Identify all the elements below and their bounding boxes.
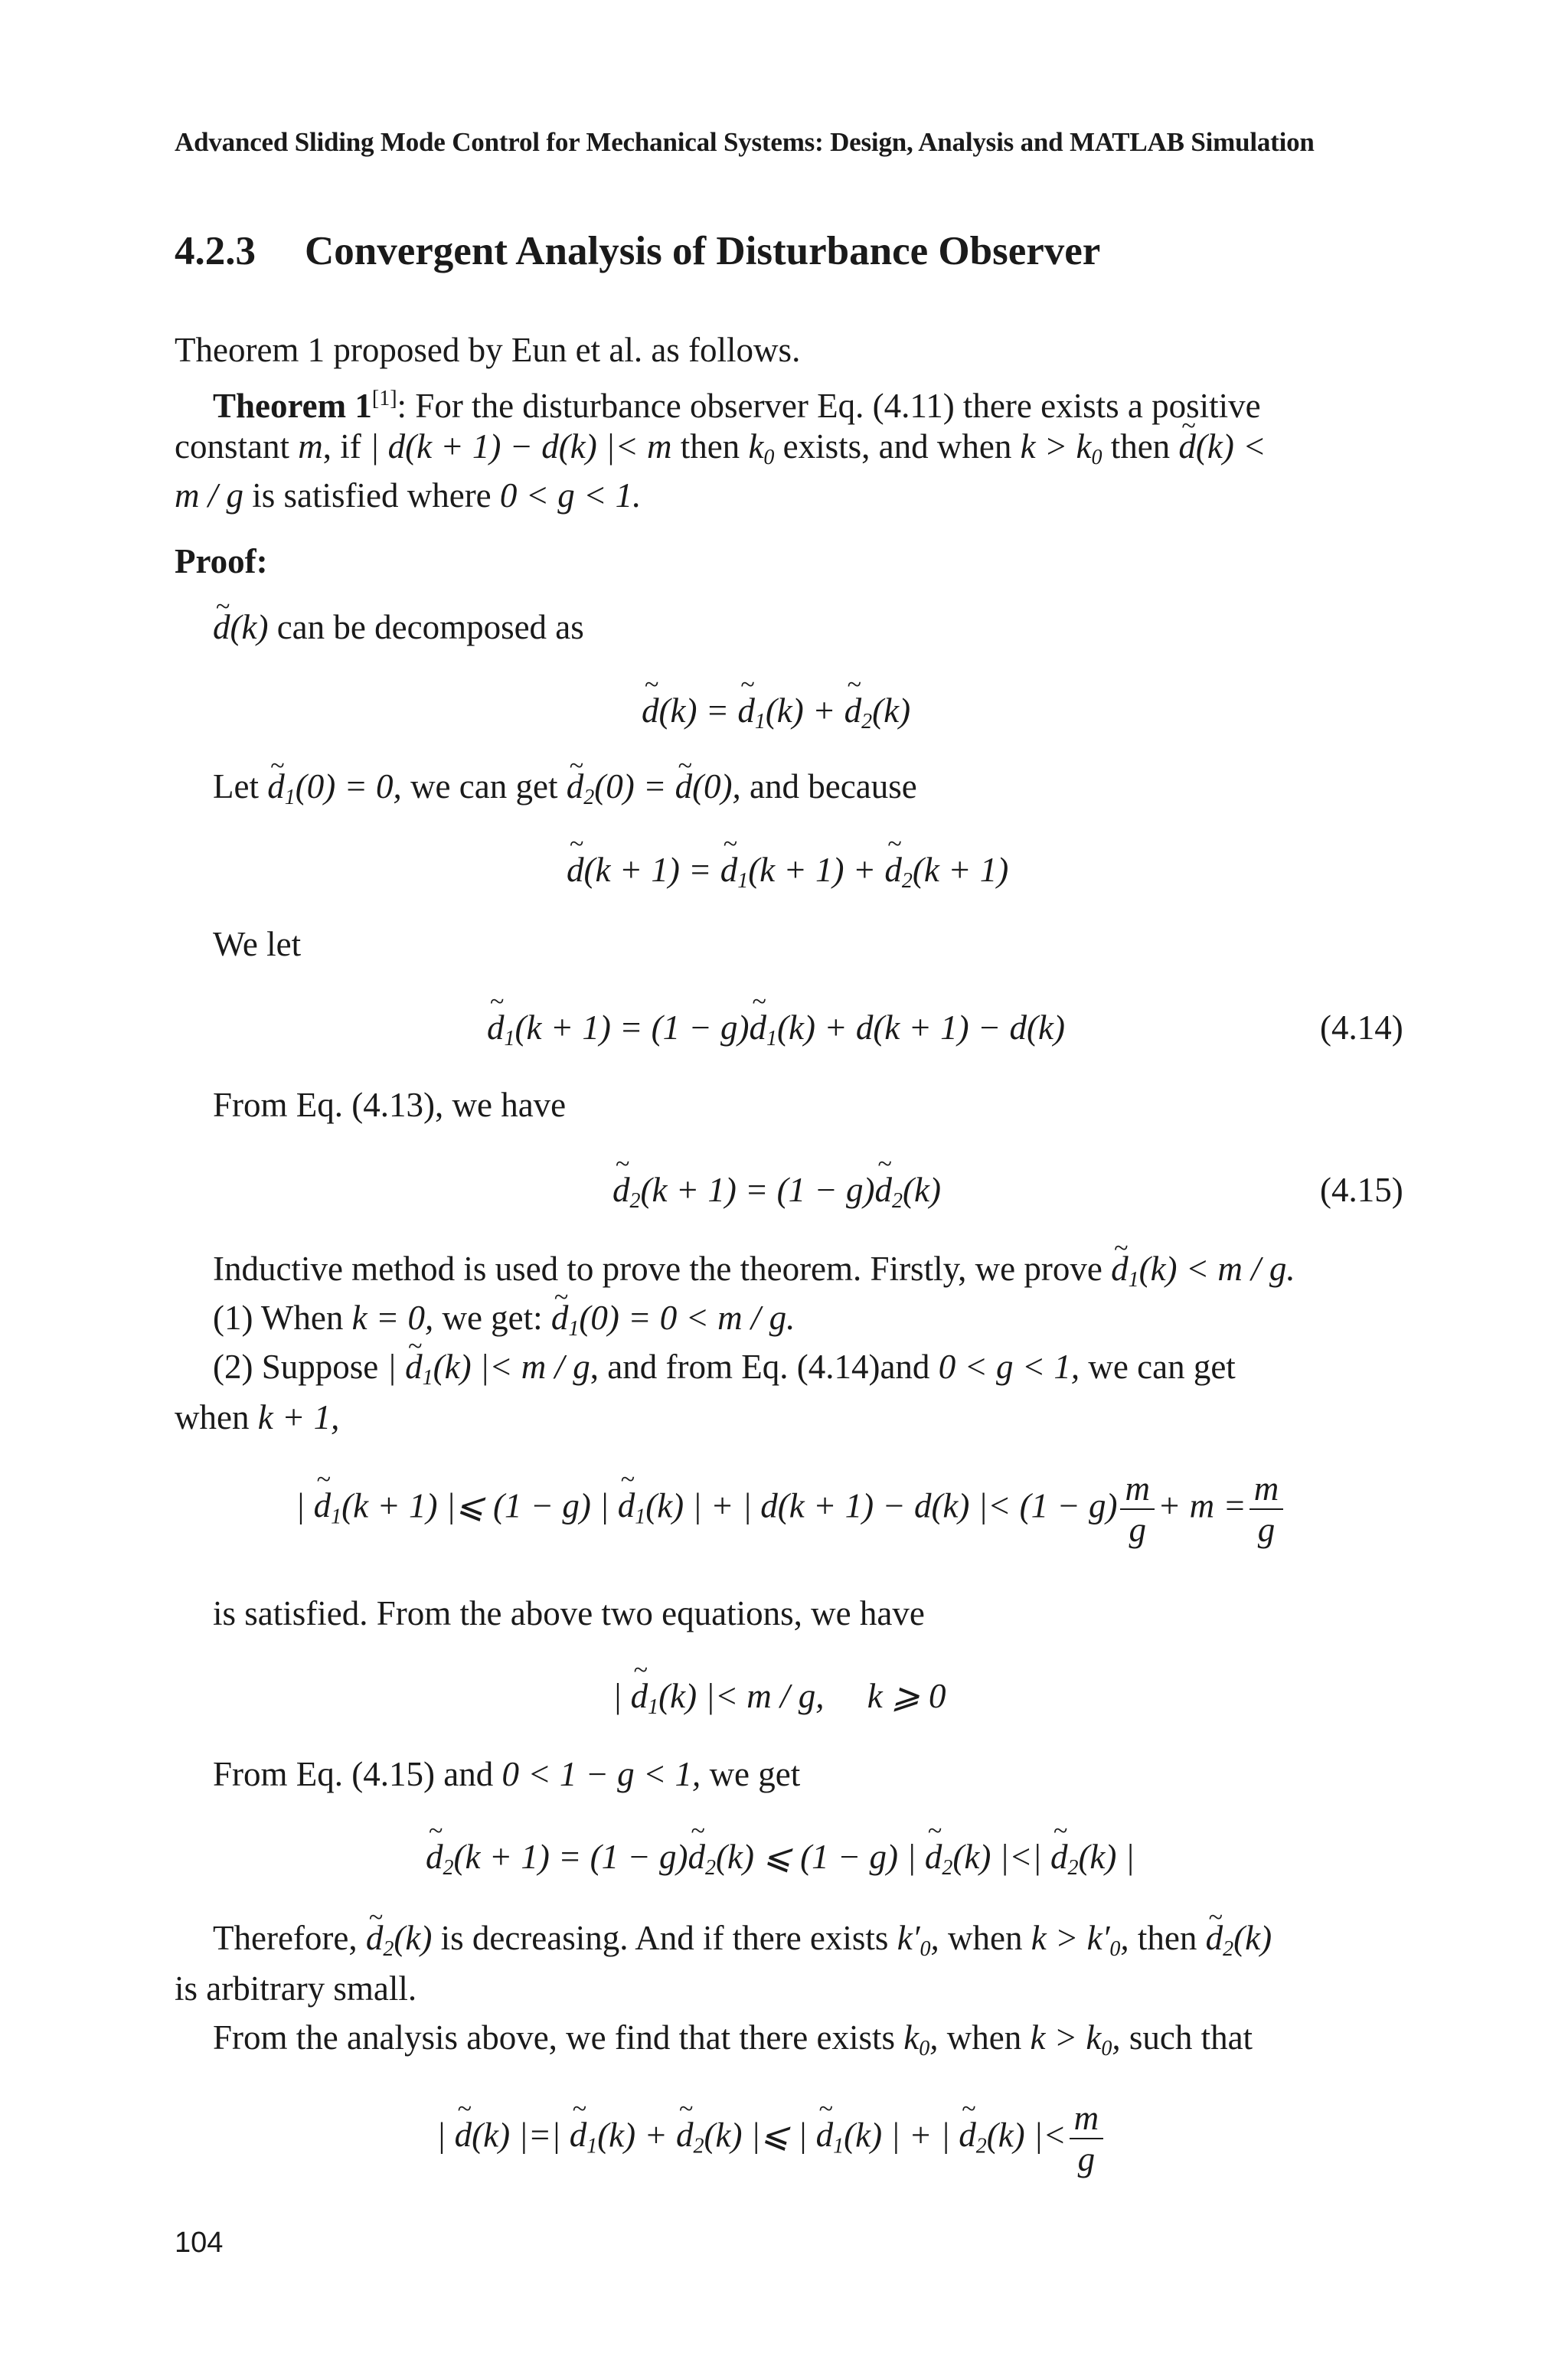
page-number: 104 [175, 2227, 224, 2259]
proof-line-let: Let ~ $d_1(0) = 0$, we can get ~ $d_2(0)$ = ~ d(0), and because [213, 761, 917, 823]
inductive-line: Inductive method is used to prove the theorem. Firstly, we prove ~ $d_1(k) < m / g$. [213, 1243, 1295, 1306]
equation-d1-bound: | ~ $d_1(k)$ |< m / g, k ⩾ 0 [612, 1675, 946, 1720]
theorem-label: Theorem 1 [213, 387, 372, 425]
theorem-line-2: constant m, if | d(k + 1) − d(k) |< m then $k_0$ exists, and when $k > k_0$ then ~ d(k) < [175, 421, 1412, 483]
equation-final: | ~ d(k) |=| ~ $d_1(k)$ + ~ $d_2(k)$ |⩽ | ~ $d_1(k)$ | + | ~ $d_2(k)$ |< $\frac{m}{g}$ [436, 2098, 1106, 2179]
we-let: We let [213, 925, 302, 963]
theorem-citation: [1] [371, 387, 397, 410]
equation-number-4-14: (4.14) [1320, 1008, 1403, 1047]
therefore-line: Therefore, ~ $d_2(k)$ is decreasing. And if there exists $k'_0$, when $k > k'_0$, then ~ $d_2(k)$ [213, 1913, 1272, 1975]
from-415: From Eq. (4.15) and 0 < 1 − g < 1, we get [213, 1755, 801, 1793]
case-1: (1) When k = 0, we get: ~ $d_1(0) = 0 < m / g$. [213, 1292, 795, 1355]
section-number: 4.2.3 [175, 229, 256, 273]
equation-4-14: ~ $d_1(k + 1) = (1$ − g)~ $d_1(k) + d(k + 1) - d(k)$ [487, 1008, 1065, 1051]
intro-paragraph: Theorem 1 proposed by Eun et al. as follows. [175, 331, 801, 369]
theorem-text-1: : For the disturbance observer Eq. (4.11) there exists a positive [397, 387, 1261, 425]
proof-label: Proof: [175, 542, 268, 580]
arbitrary-small: is arbitrary small. [175, 1969, 417, 2008]
running-head: Advanced Sliding Mode Control for Mechanical Systems: Design, Analysis and MATLAB Simulation [175, 127, 1315, 157]
is-satisfied: is satisfied. From the above two equations, we have [213, 1594, 925, 1632]
equation-sum-next: ~ d(k + 1) = ~ $d_1(k + 1)$ + ~ $d_2(k + 1)$ [567, 850, 1008, 894]
theorem-line-3: m / g is satisfied where 0 < g < 1. [175, 476, 642, 515]
case-2-cont: when k + 1, [175, 1398, 340, 1436]
equation-d2-decreasing: ~ $d_2(k + 1) = (1$ − g)~ $d_2(k)$ ⩽ (1 − g) | ~ $d_2(k)$ |<| ~ $d_2(k)$ | [426, 1836, 1135, 1881]
equation-bound: | ~ $d_1(k + 1)$ |⩽ (1 − g) | ~ $d_1(k)$ | + | d(k + 1) − d(k) |< (1 − g) $\frac{m}{g}$ + m = $\frac{m}{g}$ [296, 1469, 1286, 1550]
equation-number-4-15: (4.15) [1320, 1171, 1403, 1209]
section-title [175, 228, 1100, 274]
section-title-text: Convergent Analysis of Disturbance Observer [305, 229, 1101, 273]
from-analysis: From the analysis above, we find that there exists $k_0$, when $k > k_0$, such that [213, 2018, 1253, 2060]
case-2: (2) Suppose | ~ $d_1(k)$ |< m / g, and from Eq. (4.14)and 0 < g < 1, we can get [213, 1341, 1236, 1404]
proof-line-1: ~ d(k) can be decomposed as [213, 602, 584, 652]
equation-decomposition: ~ d(k) = ~ $d_1(k)$ + ~ $d_2(k)$ [642, 691, 910, 734]
equation-4-15: ~ $d_2(k + 1) = (1$ − g)~ $d_2(k)$ [612, 1170, 941, 1214]
from-413: From Eq. (4.13), we have [213, 1086, 567, 1124]
